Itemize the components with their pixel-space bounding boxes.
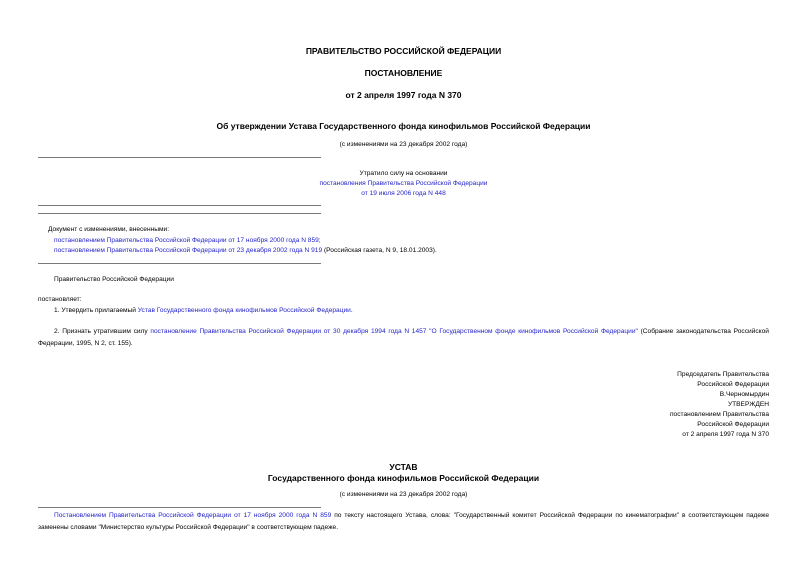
lost-force-date-link[interactable]: от 19 июля 2006 года N 448 xyxy=(361,190,446,197)
amendment-link-2[interactable]: постановлением Правительства Российской Федерации от 23 декабря 2002 года N 919 xyxy=(54,247,323,254)
repealed-decree-link[interactable]: постановление Правительства Российской Федерации от 30 декабря 1994 года N 1457 "О Государственном фонде кинофильмов Российской Федерации" xyxy=(150,328,638,335)
charter-title: УСТАВ xyxy=(389,462,418,472)
charter-link[interactable]: Устав Государственного фонда кинофильмов Российской Федерации xyxy=(137,307,351,314)
divider xyxy=(38,213,321,214)
decrees-line: постановляет: xyxy=(38,296,82,303)
lost-force-line1: Утратило силу на основании xyxy=(359,170,448,177)
charter-note-link[interactable]: Постановлением Правительства Российской Федерации от 17 ноября 2000 года N 859 xyxy=(54,512,332,519)
lost-force-link[interactable]: постановления Правительства Российской Федерации xyxy=(319,180,488,187)
approved-date: от 2 апреля 1997 года N 370 xyxy=(682,431,769,438)
paragraph-1 xyxy=(54,308,353,315)
doc-title: Об утверждении Устава Государственного фонда кинофильмов Российской Федерации xyxy=(216,121,591,131)
charter-note xyxy=(38,510,769,534)
approved-label: УТВЕРЖДЕН xyxy=(727,401,769,408)
amendments-intro: Документ с изменениями, внесенными: xyxy=(48,226,170,233)
doc-gov-heading: ПРАВИТЕЛЬСТВО РОССИЙСКОЙ ФЕДЕРАЦИИ xyxy=(305,46,502,56)
divider xyxy=(38,263,321,264)
gov-line: Правительство Российской Федерации xyxy=(54,276,174,283)
signature-title: Председатель Правительства xyxy=(677,371,769,378)
paragraph-2-source: (Собрание законодательства Российской Федерации, 1995, N 2, ст. 155). xyxy=(38,328,769,347)
doc-changes-note: (с изменениями на 23 декабря 2002 года) xyxy=(339,141,468,148)
approved-by: постановлением Правительства xyxy=(669,411,769,418)
divider xyxy=(38,205,321,206)
divider xyxy=(38,157,321,158)
paragraph-1-end: . xyxy=(350,307,353,314)
signature-name: В.Черномырдин xyxy=(719,391,769,398)
paragraph-2-text: 2. Признать утратившим силу xyxy=(54,328,151,335)
divider xyxy=(38,507,321,508)
charter-changes-note: (с изменениями на 23 декабря 2002 года) xyxy=(339,491,468,498)
doc-type-heading: ПОСТАНОВЛЕНИЕ xyxy=(364,68,443,78)
charter-subtitle: Государственного фонда кинофильмов Российской Федерации xyxy=(267,473,540,483)
charter-note-text: по тексту настоящего Устава, слова: "Государственный комитет Российской Федерации по кинематографии" в соответствующем падеже заменены словами "Министерство культуры Российской Федерации" в соответствующем падеже. xyxy=(38,512,769,531)
doc-date-heading: от 2 апреля 1997 года N 370 xyxy=(345,90,462,100)
amendment-link-1[interactable]: постановлением Правительства Российской Федерации от 17 ноября 2000 года N 859; xyxy=(54,237,321,244)
signature-org: Российской Федерации xyxy=(697,381,769,388)
paragraph-1-text: 1. Утвердить прилагаемый xyxy=(54,307,138,314)
paragraph-2 xyxy=(38,326,769,350)
amendment-source: (Российская газета, N 9, 18.01.2003). xyxy=(322,247,437,254)
approved-org: Российской Федерации xyxy=(697,421,769,428)
amendment-item-2 xyxy=(54,248,437,255)
